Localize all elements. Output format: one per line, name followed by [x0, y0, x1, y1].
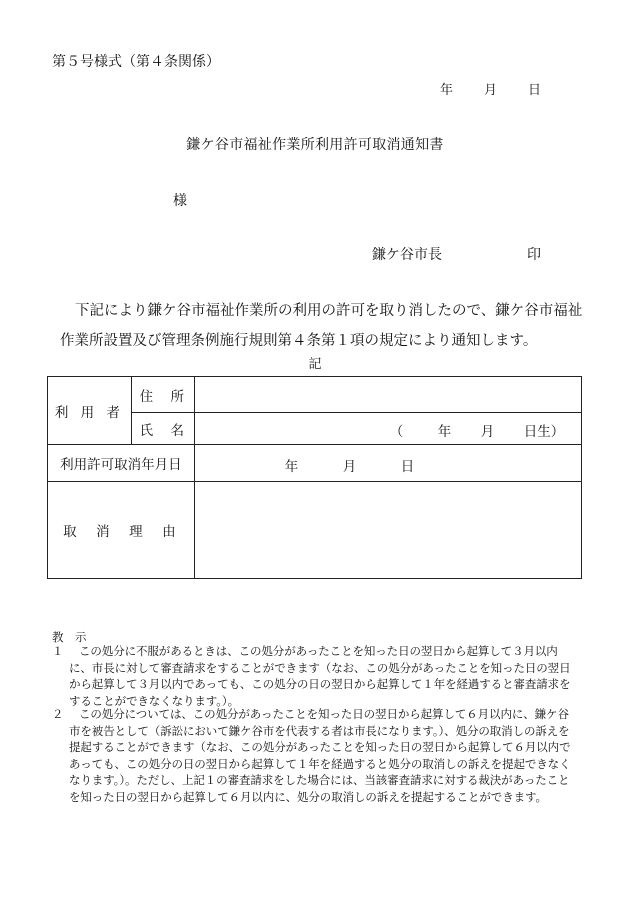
table-row-reason — [48, 482, 582, 579]
date-month: 月 — [484, 83, 498, 98]
cancel-day: 日 — [400, 459, 415, 475]
table-row-address — [48, 377, 582, 413]
document-title: 鎌ケ谷市福祉作業所利用許可取消通知書 — [186, 137, 444, 153]
table-row-cancel-date — [48, 445, 582, 482]
notes-title: 教 示 — [52, 630, 87, 644]
date-year: 年 — [440, 83, 454, 98]
form-number: 第５号様式（第４条関係） — [52, 54, 220, 70]
ki-heading: 記 — [308, 357, 322, 372]
cancel-month: 月 — [342, 459, 357, 475]
date-day: 日 — [528, 83, 542, 98]
address-field[interactable] — [194, 377, 581, 413]
birth-year: 年 — [437, 424, 452, 440]
note-number: １ — [52, 644, 64, 658]
address-label: 住 所 — [131, 377, 194, 413]
cancel-date-field[interactable] — [194, 445, 581, 482]
cancel-date-label: 利用許可取消年月日 — [48, 445, 195, 482]
birth-open-paren: （ — [389, 424, 404, 440]
addressee-suffix: 様 — [173, 193, 187, 209]
seal-mark: 印 — [527, 247, 541, 263]
birth-day: 日生） — [523, 424, 565, 440]
notice-body-text: 下記により鎌ケ谷市福祉作業所の利用の許可を取り消したので、鎌ケ谷市福祉作業所設置及び管理条例施行規則第４条第１項の規定により通知します。 — [60, 303, 583, 349]
birth-month: 月 — [480, 424, 495, 440]
name-field[interactable] — [194, 413, 581, 445]
name-label: 氏 名 — [131, 413, 194, 445]
issue-date-line — [440, 79, 541, 98]
note-text: この処分については、この処分があったことを知った日の翌日から起算して６月以内に、鎌ケ谷市を被告として（訴訟において鎌ケ谷市を代表する者は市長になります。）、処分の取消しの訴えを提起することができます（なお、この処分があったことを知った日の翌日から起算して６月以内であっても、この処分の日の翌日から起算して１年を経過すると処分の取消しの訴えを提起できなくなります。）。ただし、上記１の審査請求をした場合には、当該審査請求に対する裁決があったことを知った日の翌日から起算して６月以内に、処分の取消しの訴えを提起することができます。 — [69, 707, 571, 804]
issuer-name: 鎌ケ谷市長 — [372, 247, 442, 263]
note-item-2 — [52, 706, 580, 805]
reason-label: 取 消 理 由 — [48, 482, 195, 579]
cancel-year: 年 — [284, 459, 299, 475]
user-label: 利 用 者 — [48, 377, 132, 445]
note-number: ２ — [52, 707, 64, 721]
note-item-1 — [52, 643, 580, 709]
note-text: この処分に不服があるときは、この処分があったことを知った日の翌日から起算して３月以内に、市長に対して審査請求をすることができます（なお、この処分があったことを知った日の翌日から起算して３月以内であっても、この処分の日の翌日から起算して１年を経過すると審査請求をすることができなくなります。）。 — [69, 644, 571, 708]
reason-field[interactable] — [194, 482, 581, 579]
details-table — [47, 376, 582, 579]
